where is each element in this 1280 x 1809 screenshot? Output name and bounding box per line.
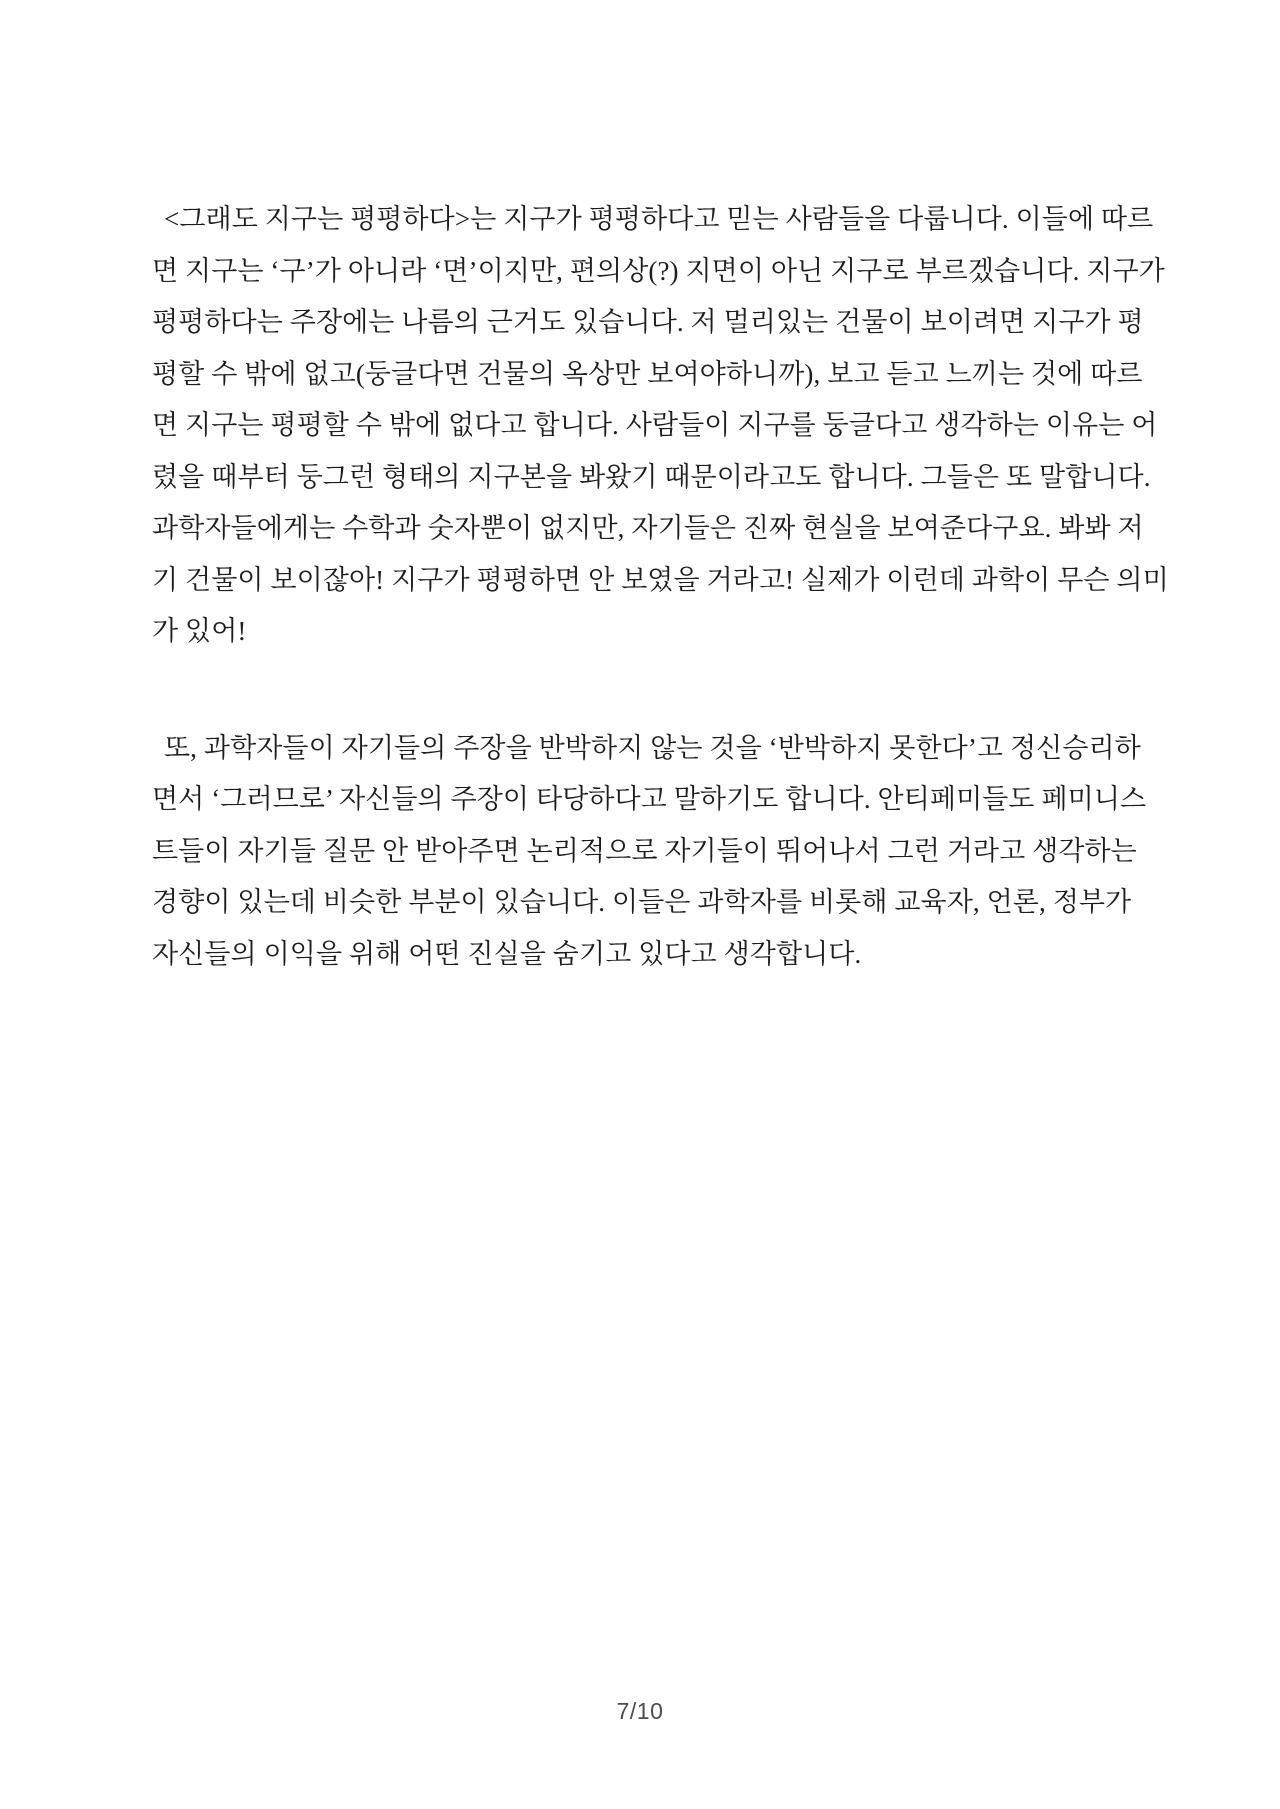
- text-line: 평할 수 밖에 없고(둥글다면 건물의 옥상만 보여야하니까), 보고 듣고 느끼는 것에 따르: [152, 358, 1143, 389]
- document-body: [152, 194, 1169, 980]
- page-number: 7/10: [616, 1698, 664, 1724]
- text-line: 면서 ‘그러므로’ 자신들의 주장이 타당하다고 말하기도 합니다. 안티페미들도 페미니스: [152, 784, 1147, 814]
- paragraph-flat-earth-claims: [152, 194, 1169, 658]
- text-line: 과학자들에게는 수학과 숫자뿐이 없지만, 자기들은 진짜 현실을 보여준다구요. 봐봐 저: [152, 513, 1144, 543]
- page-footer: [0, 1698, 1280, 1725]
- text-line: 면 지구는 평평할 수 밖에 없다고 합니다. 사람들이 지구를 둥글다고 생각하는 이유는 어: [152, 410, 1158, 440]
- text-line: 기 건물이 보이잖아! 지구가 평평하면 안 보였을 거라고! 실제가 이런데 과학이 무슨 의미: [152, 564, 1169, 595]
- text-line: 자신들의 이익을 위해 어떤 진실을 숨기고 있다고 생각합니다.: [152, 938, 862, 969]
- text-line: 가 있어!: [152, 616, 247, 646]
- text-line: 트들이 자기들 질문 안 받아주면 논리적으로 자기들이 뛰어나서 그런 거라고 생각하는: [152, 835, 1137, 866]
- text-line: 또, 과학자들이 자기들의 주장을 반박하지 않는 것을 ‘반박하지 못한다’고 정신승리하: [164, 732, 1141, 763]
- text-line: 렸을 때부터 둥그런 형태의 지구본을 봐왔기 때문이라고도 합니다. 그들은 또 말합니다.: [152, 461, 1151, 492]
- text-line: <그래도 지구는 평평하다>는 지구가 평평하다고 믿는 사람들을 다룹니다. 이들에 따르: [164, 204, 1154, 234]
- text-line: 면 지구는 ‘구’가 아니라 ‘면’이지만, 편의상(?) 지면이 아닌 지구로 부르겠습니다. 지구가: [152, 255, 1165, 286]
- text-line: 경향이 있는데 비슷한 부분이 있습니다. 이들은 과학자를 비롯해 교육자, 언론, 정부가: [152, 887, 1132, 917]
- text-line: 평평하다는 주장에는 나름의 근거도 있습니다. 저 멀리있는 건물이 보이려면 지구가 평: [152, 307, 1144, 337]
- paragraph-mental-victory: [152, 723, 1156, 981]
